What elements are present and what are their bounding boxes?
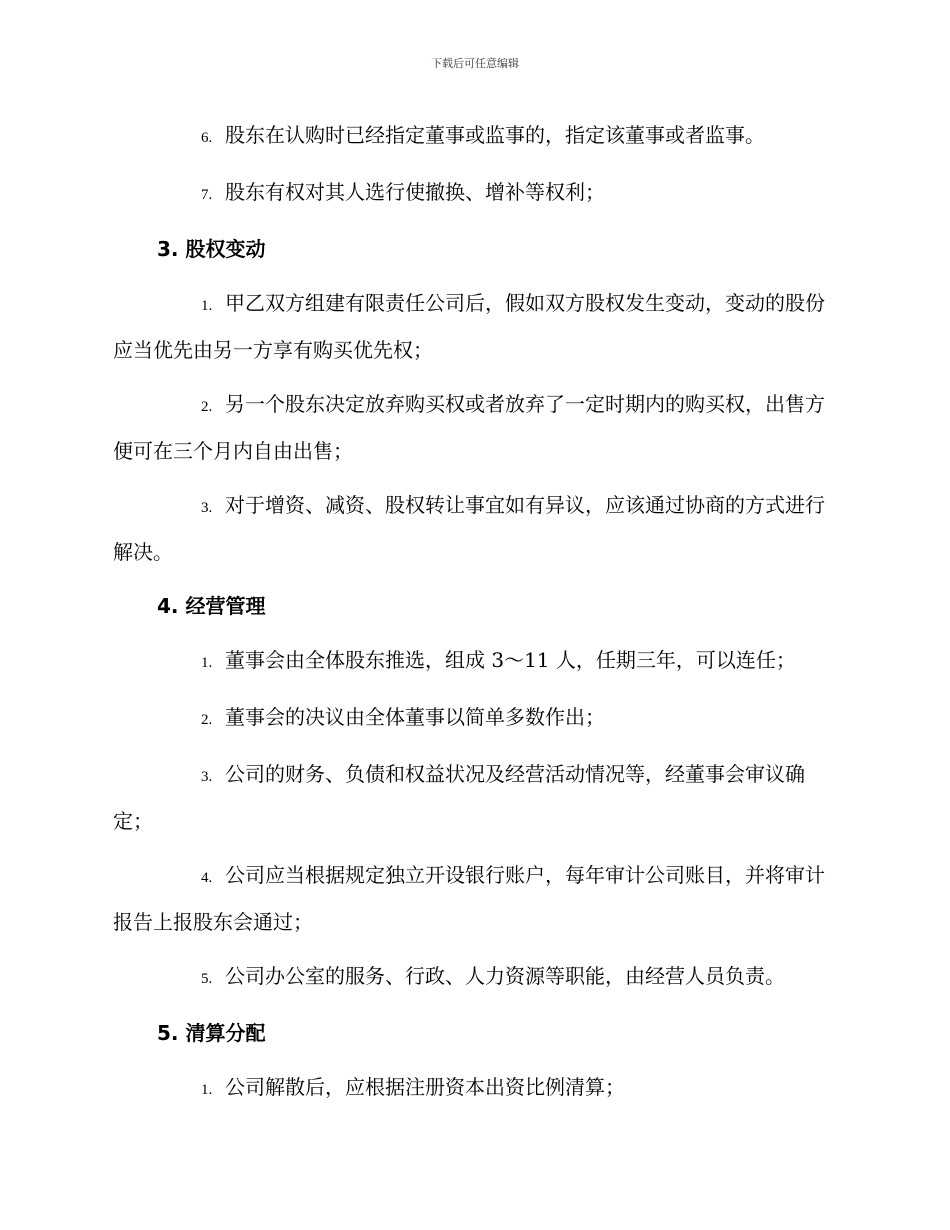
- section-heading: 4. 经营管理: [157, 594, 266, 618]
- list-item: [113, 170, 835, 217]
- list-item: [113, 853, 835, 944]
- page-header: 下载后可任意编辑: [431, 57, 519, 70]
- item-text: 公司的财务、负债和权益状况及经营活动情况等，经董事会审议确定；: [113, 762, 805, 833]
- item-number: 2.: [201, 712, 213, 728]
- item-text: 公司应当根据规定独立开设银行账户，每年审计公司账目，并将审计报告上报股东会通过；: [113, 863, 825, 934]
- section-heading: 3. 股权变动: [157, 237, 266, 261]
- list-item: [113, 638, 835, 685]
- list-item: [113, 483, 835, 574]
- list-item: [113, 281, 835, 372]
- list-item: [113, 1065, 835, 1112]
- list-item: [113, 954, 835, 1001]
- item-text: 公司办公室的服务、行政、人力资源等职能，由经营人员负责。: [225, 964, 785, 988]
- item-text: 甲乙双方组建有限责任公司后，假如双方股权发生变动，变动的股份应当优先由另一方享有购买优先权；: [113, 291, 825, 362]
- item-text: 股东有权对其人选行使撤换、增补等权利；: [225, 180, 605, 204]
- item-number: 3.: [201, 500, 213, 516]
- item-number: 1.: [201, 1082, 213, 1098]
- item-text: 董事会的决议由全体董事以简单多数作出；: [225, 705, 605, 729]
- item-text: 对于增资、减资、股权转让事宜如有异议，应该通过协商的方式进行解决。: [113, 493, 825, 564]
- list-item: [113, 695, 835, 742]
- item-number: 6.: [201, 130, 213, 146]
- list-item: [113, 382, 835, 473]
- list-item: [113, 752, 835, 843]
- item-number: 5.: [201, 971, 213, 987]
- item-number: 1.: [201, 298, 213, 314]
- item-text: 董事会由全体股东推选，组成 3～11 人，任期三年，可以连任；: [225, 648, 796, 672]
- item-number: 3.: [201, 769, 213, 785]
- section-heading: 5. 清算分配: [157, 1021, 266, 1045]
- item-text: 另一个股东决定放弃购买权或者放弃了一定时期内的购买权，出售方便可在三个月内自由出售；: [113, 392, 825, 463]
- item-number: 1.: [201, 655, 213, 671]
- item-number: 7.: [201, 187, 213, 203]
- document-body: [113, 113, 835, 1122]
- item-number: 2.: [201, 399, 213, 415]
- list-item: [113, 113, 835, 160]
- item-text: 股东在认购时已经指定董事或监事的，指定该董事或者监事。: [225, 123, 765, 147]
- item-text: 公司解散后，应根据注册资本出资比例清算；: [225, 1075, 625, 1099]
- item-number: 4.: [201, 870, 213, 886]
